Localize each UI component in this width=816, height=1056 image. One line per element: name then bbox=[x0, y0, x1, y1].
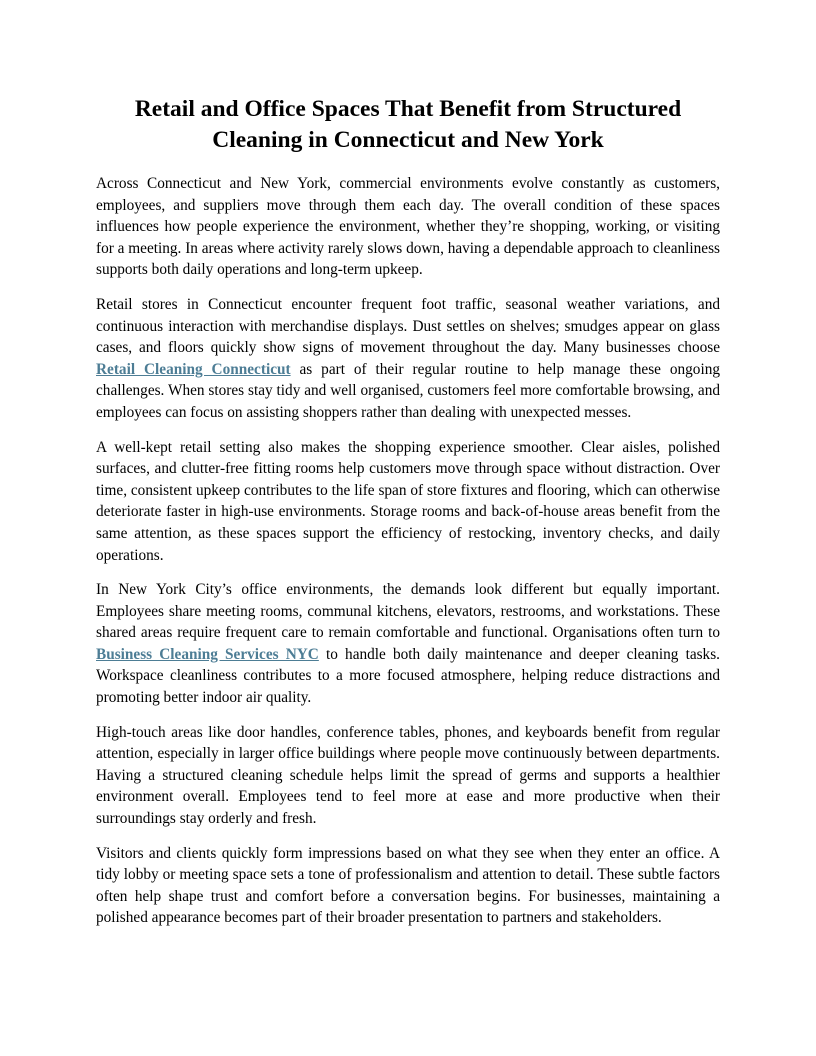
paragraph-retail-stores-text-before: Retail stores in Connecticut encounter frequent foot traffic, seasonal weather variations, and continuous interaction with merchandise displays. Dust settles on shelves; smudges appear on glass cases, and floors quickly show signs of movement throughout the day. Many businesses choose bbox=[96, 295, 720, 357]
paragraph-retail-stores bbox=[96, 294, 720, 424]
page-title-line-2: Cleaning in Connecticut and New York bbox=[212, 127, 604, 153]
paragraph-nyc-offices bbox=[96, 579, 720, 709]
paragraph-intro: Across Connecticut and New York, commercial environments evolve constantly as customers, employees, and suppliers move through them each day. The overall condition of these spaces influences how people experience the environment, whether they’re shopping, working, or visiting for a meeting. In areas where activity rarely slows down, having a dependable approach to cleanliness supports both daily operations and long-term upkeep. bbox=[96, 175, 720, 279]
paragraph-nyc-offices-text-before: In New York City’s office environments, the demands look different but equally important. Employees share meeting rooms, communal kitchens, elevators, restrooms, and workstations. These shared areas require frequent care to remain comfortable and functional. Organisations often turn to bbox=[96, 581, 720, 642]
paragraph-retail-stores-text-after: as part of their regular routine to help manage these ongoing challenges. When stores stay tidy and well organised, customers feel more comfortable browsing, and employees can focus on assisting shoppers rather than dealing with unexpected messes. bbox=[96, 360, 720, 421]
page-title-line-1: Retail and Office Spaces That Benefit from Structured bbox=[134, 96, 682, 122]
paragraph-visitors-clients: Visitors and clients quickly form impressions based on what they see when they enter an office. A tidy lobby or meeting space sets a tone of professionalism and attention to detail. These subtle factors often help shape trust and comfort before a conversation begins. For businesses, maintaining a polished appearance becomes part of their broader presentation to partners and stakeholders. bbox=[96, 844, 720, 927]
paragraph-retail-setting: A well-kept retail setting also makes the shopping experience smoother. Clear aisles, polished surfaces, and clutter-free fitting rooms help customers move through space without distraction. Over time, consistent upkeep contributes to the life span of store fixtures and flooring, which can otherwise deteriorate faster in high-use environments. Storage rooms and back-of-house areas benefit from the same attention, as these spaces support the efficiency of restocking, inventory checks, and daily operations. bbox=[96, 438, 720, 564]
paragraph-nyc-offices-text-after: to handle both daily maintenance and deeper cleaning tasks. Workspace cleanliness contributes to a more focused atmosphere, helping reduce distractions and promoting better indoor air quality. bbox=[96, 645, 720, 707]
page-title bbox=[96, 94, 720, 156]
document-page bbox=[96, 94, 720, 942]
retail-cleaning-connecticut-link[interactable]: Retail Cleaning Connecticut bbox=[96, 360, 291, 378]
paragraph-high-touch-areas: High-touch areas like door handles, conference tables, phones, and keyboards benefit from regular attention, especially in larger office buildings where people move continuously between departments. Having a structured cleaning schedule helps limit the spread of germs and supports a healthier environment overall. Employees tend to feel more at ease and more productive when their surroundings stay orderly and fresh. bbox=[96, 723, 720, 828]
business-cleaning-services-nyc-link[interactable]: Business Cleaning Services NYC bbox=[96, 645, 319, 663]
